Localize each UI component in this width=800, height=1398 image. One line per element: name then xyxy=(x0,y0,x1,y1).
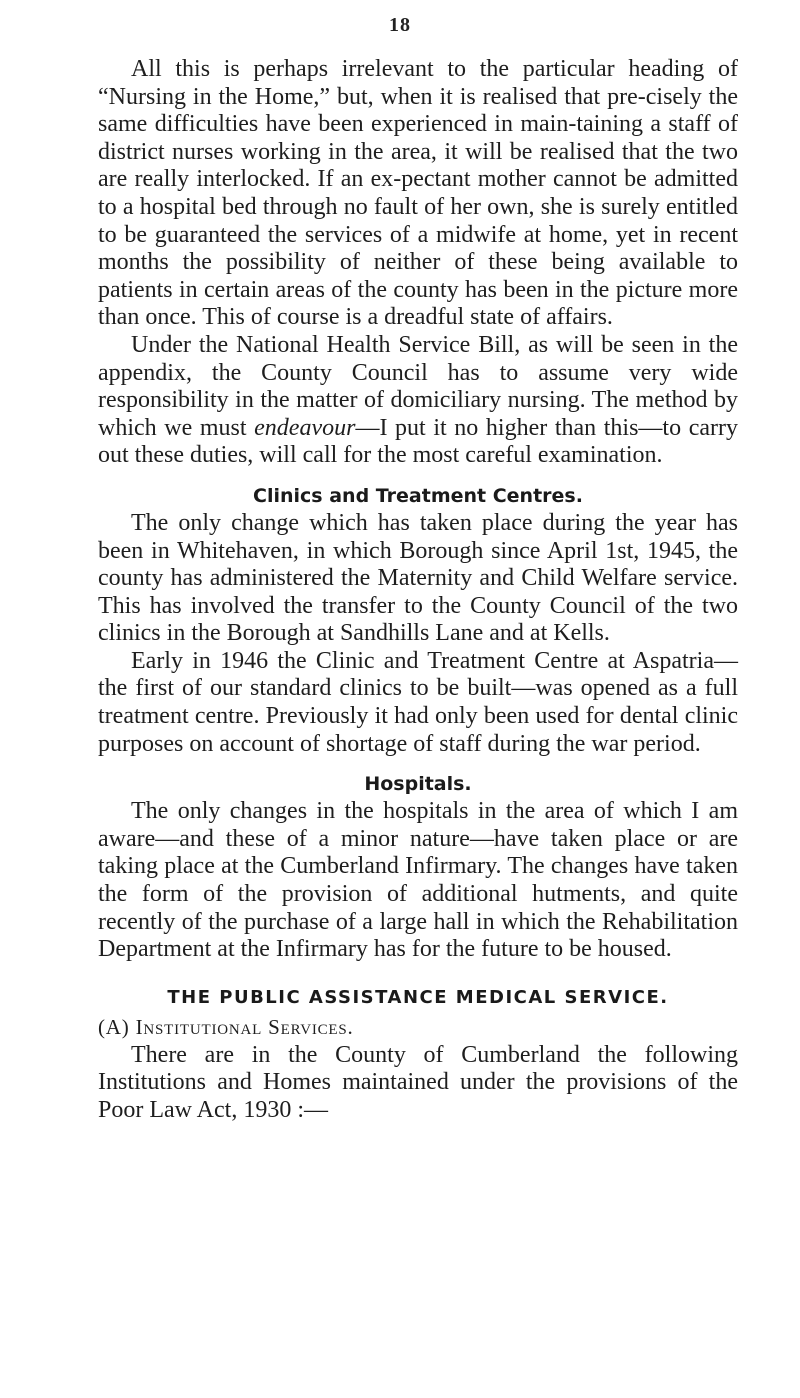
paragraph-health-service-bill-end: —I put it no higher than this—to carry out these duties, will call for the most careful examination. xyxy=(98,414,739,469)
paragraph-health-service-bill xyxy=(98,332,738,470)
heading-hospitals: Hospitals. xyxy=(364,773,472,796)
heading-public-assistance: THE PUBLIC ASSISTANCE MEDICAL SERVICE. xyxy=(167,986,669,1008)
paragraph-institutions: There are in the County of Cumberland the following Institutions and Homes maintained under the provisions of the Poor Law Act, 1930 :— xyxy=(98,1041,738,1123)
emphasis-endeavour: endeavour xyxy=(254,414,356,441)
subheading-label: Institutional Services. xyxy=(135,1014,354,1039)
heading-clinics: Clinics and Treatment Centres. xyxy=(253,484,583,507)
subheading-institutional-services xyxy=(98,1014,738,1040)
paragraph-aspatria: Early in 1946 the Clinic and Treatment Centre at Aspatria—the first of our standard clinics to be built—was opened as a full treatment centre. Previously it had only been used for dental clinic purposes on account of shortage of staff during the war period. xyxy=(98,647,738,757)
paragraph-whitehaven: The only change which has taken place during the year has been in Whitehaven, in which Borough since April 1st, 1945, the county has administered the Maternity and Child Welfare service. This has involved the transfer to the County Council of the two clinics in the Borough at Sandhills Lane and at Kells. xyxy=(98,509,738,647)
text-column xyxy=(98,56,738,1125)
page-number: 18 xyxy=(389,14,411,36)
subheading-marker: (A) xyxy=(98,1014,130,1039)
paragraph-nursing-home: All this is perhaps irrelevant to the particular heading of “Nursing in the Home,” but, when it is realised that pre-cisely the same difficulties have been experienced in main-taining a staff of district nurses working in the area, it will be realised that the two are really interlocked. If an ex-pectant mother cannot be admitted to a hospital bed through no fault of her own, she is surely entitled to be guaranteed the services of a midwife at home, yet in recent months the possibility of neither of these being available to patients in certain areas of the county has been in the picture more than once. This of course is a dreadful state of affairs. xyxy=(98,56,738,331)
paragraph-health-service-bill-start: Under the National Health Service Bill, as will be seen in the appendix, the County Council has to assume very wide responsibility in the matter of domiciliary nursing. The method by which we must xyxy=(98,331,738,441)
paragraph-hospitals: The only changes in the hospitals in the area of which I am aware—and these of a minor nature—have taken place or are taking place at the Cumberland Infirmary. The changes have taken the form of the provision of additional hutments, and quite recently of the purchase of a large hall in which the Rehabilitation Department at the Infirmary has for the future to be housed. xyxy=(98,798,738,963)
